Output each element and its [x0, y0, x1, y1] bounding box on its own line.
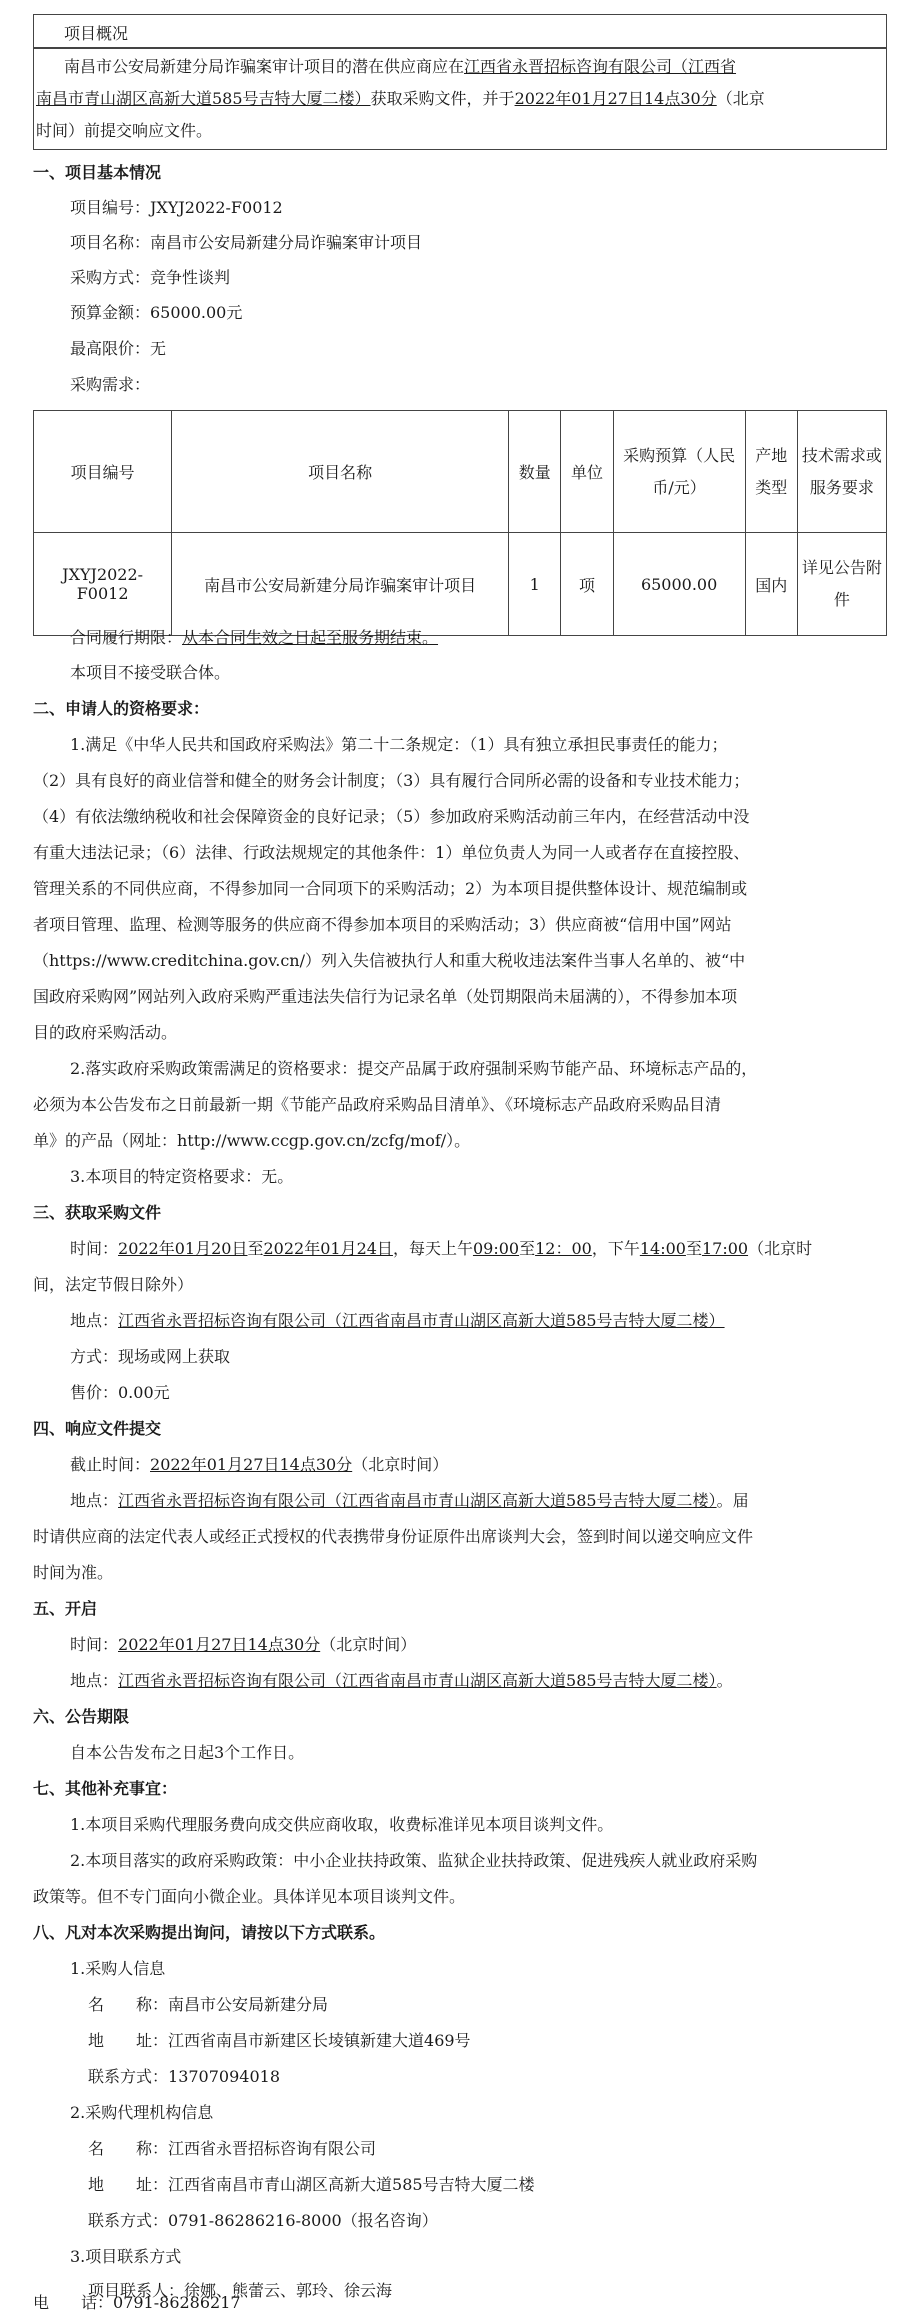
agent-address: 地 址：江西省南昌市青山湖区高新大道585号吉特大厦二楼	[88, 2175, 535, 2194]
qual-line: 必须为本公告发布之日前最新一期《节能产品政府采购品目清单》、《环境标志产品政府采购品目清	[33, 1095, 722, 1114]
submit-note-cont: 时间为准。	[33, 1563, 114, 1582]
section-4-title: 四、响应文件提交	[33, 1419, 162, 1438]
table-header-cell: 产地类型	[745, 411, 797, 533]
table-cell: 项	[561, 533, 613, 636]
open-time: 时间：2022年01月27日14点30分（北京时间）	[70, 1635, 417, 1654]
requirements-table	[33, 410, 887, 636]
deadline-date: 2022年01月27日14点30分	[514, 89, 717, 108]
overview-line-2: 南昌市青山湖区高新大道585号吉特大厦二楼）获取采购文件，并于2022年01月27日14点30分（北京	[36, 89, 765, 108]
section-7-title: 七、其他补充事宜：	[33, 1779, 178, 1798]
agent-contact: 联系方式：0791-86286216-8000（报名咨询）	[88, 2211, 438, 2230]
section-2-title: 二、申请人的资格要求：	[33, 699, 210, 718]
agent-info-title: 2.采购代理机构信息	[70, 2103, 214, 2122]
table-cell: 65000.00	[613, 533, 745, 636]
table-header-cell: 数量	[509, 411, 561, 533]
buyer-info-title: 1.采购人信息	[70, 1959, 166, 1978]
buyer-contact: 联系方式：13707094018	[88, 2067, 280, 2086]
qual-line: 1.满足《中华人民共和国政府采购法》第二十二条规定：（1）具有独立承担民事责任的能力；	[70, 735, 728, 754]
table-cell: 1	[509, 533, 561, 636]
qual-line: 单》的产品（网址：http://www.ccgp.gov.cn/zcfg/mof/）。	[33, 1131, 471, 1150]
project-number: 项目编号：JXYJ2022-F0012	[70, 198, 283, 217]
supplement-line: 2.本项目落实的政府采购政策：中小企业扶持政策、监狱企业扶持政策、促进残疾人就业政府采购	[70, 1851, 758, 1870]
overview-title-box	[33, 14, 887, 48]
submit-place: 地点：江西省永晋招标咨询有限公司（江西省南昌市青山湖区高新大道585号吉特大厦二楼）。届	[70, 1491, 749, 1510]
table-cell: 详见公告附件	[797, 533, 886, 636]
acquire-time-cont: 间，法定节假日除外）	[33, 1275, 194, 1294]
table-header-cell: 项目编号	[34, 411, 172, 533]
overview-title: 项目概况	[64, 24, 129, 43]
acquire-method: 方式：现场或网上获取	[70, 1347, 231, 1366]
project-contact-title: 3.项目联系方式	[70, 2247, 182, 2266]
qual-line: 3.本项目的特定资格要求：无。	[70, 1167, 294, 1186]
table-cell: 国内	[745, 533, 797, 636]
submit-deadline: 截止时间：2022年01月27日14点30分（北京时间）	[70, 1455, 449, 1474]
submit-note: 时请供应商的法定代表人或经正式授权的代表携带身份证原件出席谈判大会，签到时间以递交响应文件	[33, 1527, 754, 1546]
table-cell: JXYJ2022-F0012	[34, 533, 172, 636]
notice-period: 自本公告发布之日起3个工作日。	[70, 1743, 305, 1762]
qual-line: 管理关系的不同供应商，不得参加同一合同项下的采购活动；2）为本项目提供整体设计、规范编制或	[33, 879, 748, 898]
project-contact-people: 项目联系人：徐娜、熊蕾云、郭玲、徐云海	[88, 2281, 393, 2300]
acquire-time: 时间：2022年01月20日至2022年01月24日，每天上午09:00至12：00，下午14:00至17:00（北京时	[70, 1239, 813, 1258]
project-name: 项目名称：南昌市公安局新建分局诈骗案审计项目	[70, 233, 423, 252]
table-cell: 南昌市公安局新建分局诈骗案审计项目	[172, 533, 509, 636]
table-header-cell: 单位	[561, 411, 613, 533]
table-header-cell: 项目名称	[172, 411, 509, 533]
acquire-price: 售价：0.00元	[70, 1383, 170, 1402]
qual-line: （2）具有良好的商业信誉和健全的财务会计制度；（3）具有履行合同所必需的设备和专业技术能力；	[33, 771, 750, 790]
buyer-address: 地 址：江西省南昌市新建区长堎镇新建大道469号	[88, 2031, 471, 2050]
overview-line-1: 南昌市公安局新建分局诈骗案审计项目的潜在供应商应在江西省永晋招标咨询有限公司（江西省	[64, 57, 737, 76]
supplement-line: 政策等。但不专门面向小微企业。具体详见本项目谈判文件。	[33, 1887, 466, 1906]
no-joint-bid: 本项目不接受联合体。	[70, 663, 231, 682]
section-3-title: 三、获取采购文件	[33, 1203, 162, 1222]
acquire-place: 地点：江西省永晋招标咨询有限公司（江西省南昌市青山湖区高新大道585号吉特大厦二楼）	[70, 1311, 725, 1330]
max-price: 最高限价：无	[70, 339, 167, 358]
section-8-title: 八、凡对本次采购提出询问，请按以下方式联系。	[33, 1923, 386, 1942]
project-phone: 电 话：0791-86286217	[33, 2293, 241, 2312]
buyer-name: 名 称：南昌市公安局新建分局	[88, 1995, 329, 2014]
table-header-cell: 技术需求或服务要求	[797, 411, 886, 533]
contract-period: 合同履行期限：从本合同生效之日起至服务期结束。	[70, 628, 439, 647]
section-6-title: 六、公告期限	[33, 1707, 130, 1726]
qual-line: 目的政府采购活动。	[33, 1023, 178, 1042]
budget-amount: 预算金额：65000.00元	[70, 303, 243, 322]
table-header-row	[34, 411, 887, 533]
overview-box	[33, 48, 887, 150]
section-5-title: 五、开启	[33, 1599, 98, 1618]
overview-line-3: 时间）前提交响应文件。	[36, 121, 213, 140]
qual-line: （https://www.creditchina.gov.cn/）列入失信被执行人和重大税收违法案件当事人名单的、被“中	[33, 951, 746, 970]
open-place: 地点：江西省永晋招标咨询有限公司（江西省南昌市青山湖区高新大道585号吉特大厦二楼）。	[70, 1671, 733, 1690]
purchase-demand-label: 采购需求：	[70, 375, 151, 394]
qual-line: （4）有依法缴纳税收和社会保障资金的良好记录；（5）参加政府采购活动前三年内，在经营活动中没	[33, 807, 750, 826]
qual-line: 者项目管理、监理、检测等服务的供应商不得参加本项目的采购活动；3）供应商被“信用中国”网站	[33, 915, 732, 934]
qual-line: 2.落实政府采购政策需满足的资格要求：提交产品属于政府强制采购节能产品、环境标志产品的，	[70, 1059, 758, 1078]
section-1-title: 一、项目基本情况	[33, 163, 162, 182]
table-header-cell: 采购预算（人民币/元）	[613, 411, 745, 533]
table-row	[34, 533, 887, 636]
purchase-method: 采购方式：竞争性谈判	[70, 268, 231, 287]
supplement-line: 1.本项目采购代理服务费向成交供应商收取，收费标准详见本项目谈判文件。	[70, 1815, 614, 1834]
qual-line: 有重大违法记录；（6）法律、行政法规规定的其他条件：1）单位负责人为同一人或者存在直接控股、	[33, 843, 750, 862]
qual-line: 国政府采购网”网站列入政府采购严重违法失信行为记录名单（处罚期限尚未届满的），不得参加本项	[33, 987, 738, 1006]
agency-link: 江西省永晋招标咨询有限公司（江西省	[464, 57, 737, 76]
agent-name: 名 称：江西省永晋招标咨询有限公司	[88, 2139, 377, 2158]
